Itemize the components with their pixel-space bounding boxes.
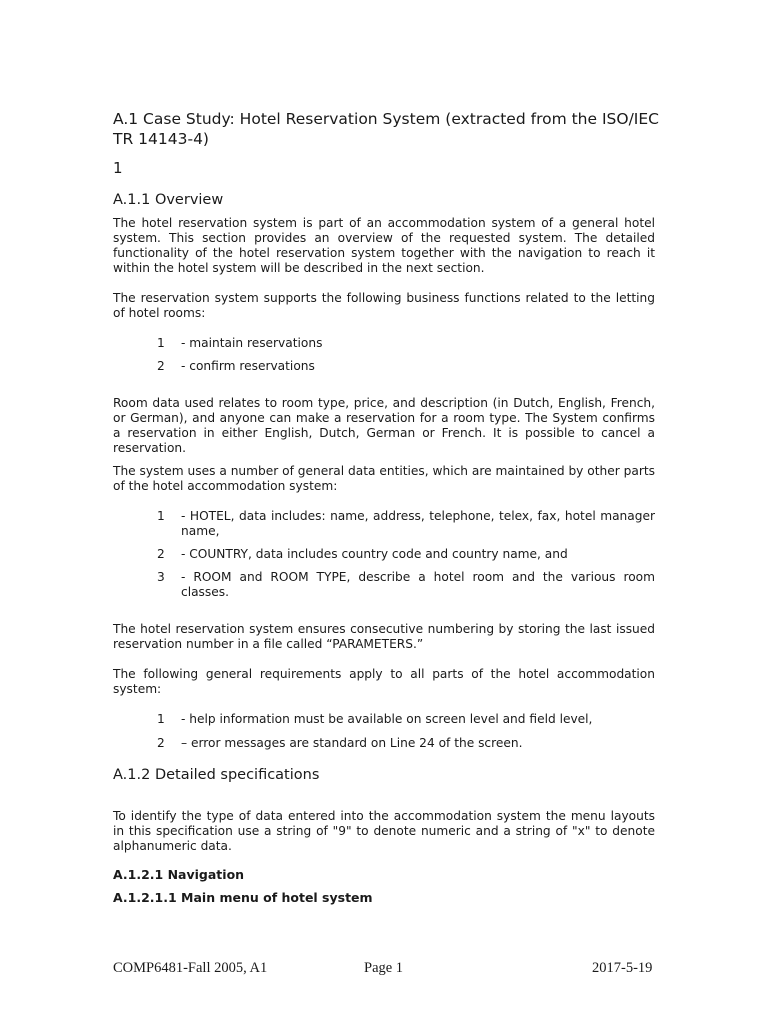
- list-item: [157, 712, 655, 727]
- footer-left: COMP6481-Fall 2005, A1: [113, 960, 268, 976]
- list-text: – error messages are standard on Line 24 of the screen.: [181, 736, 523, 750]
- footer-page-number: Page 1: [364, 960, 404, 976]
- overview-paragraph-1: The hotel reservation system is part of an accommodation system of a general hotel system. This section provides an overview of the requested system. The detailed functionality of the hotel reservation system together with the navigation to reach it within the hotel system will be described in the next section.: [113, 216, 655, 275]
- list-item: [157, 359, 655, 374]
- list-number: 2: [157, 547, 165, 561]
- list-item: [157, 547, 655, 562]
- overview-paragraph-4: The system uses a number of general data entities, which are maintained by other parts of the hotel accommodation system:: [113, 464, 655, 493]
- overview-paragraph-6: The following general requirements apply to all parts of the hotel accommodation system:: [113, 667, 655, 696]
- list-number: 1: [157, 712, 165, 726]
- list-text: - confirm reservations: [181, 359, 315, 373]
- detailed-heading: A.1.2 Detailed specifications: [113, 767, 320, 783]
- list-item: [157, 509, 655, 539]
- main-menu-heading: A.1.2.1.1 Main menu of hotel system: [113, 890, 373, 905]
- list-item: [157, 570, 655, 600]
- overview-paragraph-2: The reservation system supports the following business functions related to the letting of hotel rooms:: [113, 291, 655, 320]
- list-text: - help information must be available on screen level and field level,: [181, 712, 593, 726]
- list-number: 1: [157, 336, 165, 350]
- footer-date: 2017-5-19: [592, 960, 653, 976]
- navigation-heading: A.1.2.1 Navigation: [113, 867, 245, 882]
- list-number: 2: [157, 359, 165, 373]
- list-number: 3: [157, 570, 165, 584]
- overview-heading: A.1.1 Overview: [113, 192, 224, 208]
- list-text: - COUNTRY, data includes country code and country name, and: [181, 547, 568, 561]
- document-title: A.1 Case Study: Hotel Reservation System (extracted from the ISO/IEC TR 14143-4): [113, 110, 659, 148]
- list-number: 1: [157, 509, 165, 523]
- overview-paragraph-3: Room data used relates to room type, price, and description (in Dutch, English, French, or German), and anyone can make a reservation for a room type. The System confirms a reservation in either English, Dutch, German or French. It is possible to cancel a reservation.: [113, 396, 655, 455]
- list-text: - ROOM and ROOM TYPE, describe a hotel room and the various room classes.: [181, 570, 655, 599]
- overview-paragraph-5: The hotel reservation system ensures consecutive numbering by storing the last issued reservation number in a file called “PARAMETERS.”: [113, 622, 655, 651]
- list-text: - maintain reservations: [181, 336, 323, 350]
- list-item: [157, 336, 655, 351]
- list-item: [157, 736, 655, 751]
- list-text: - HOTEL, data includes: name, address, telephone, telex, fax, hotel manager name,: [181, 509, 655, 538]
- detailed-paragraph-1: To identify the type of data entered into the accommodation system the menu layouts in this specification use a string of "9" to denote numeric and a string of "x" to denote alphanumeric data.: [113, 809, 655, 853]
- page-marker: 1: [113, 159, 123, 177]
- list-number: 2: [157, 736, 165, 750]
